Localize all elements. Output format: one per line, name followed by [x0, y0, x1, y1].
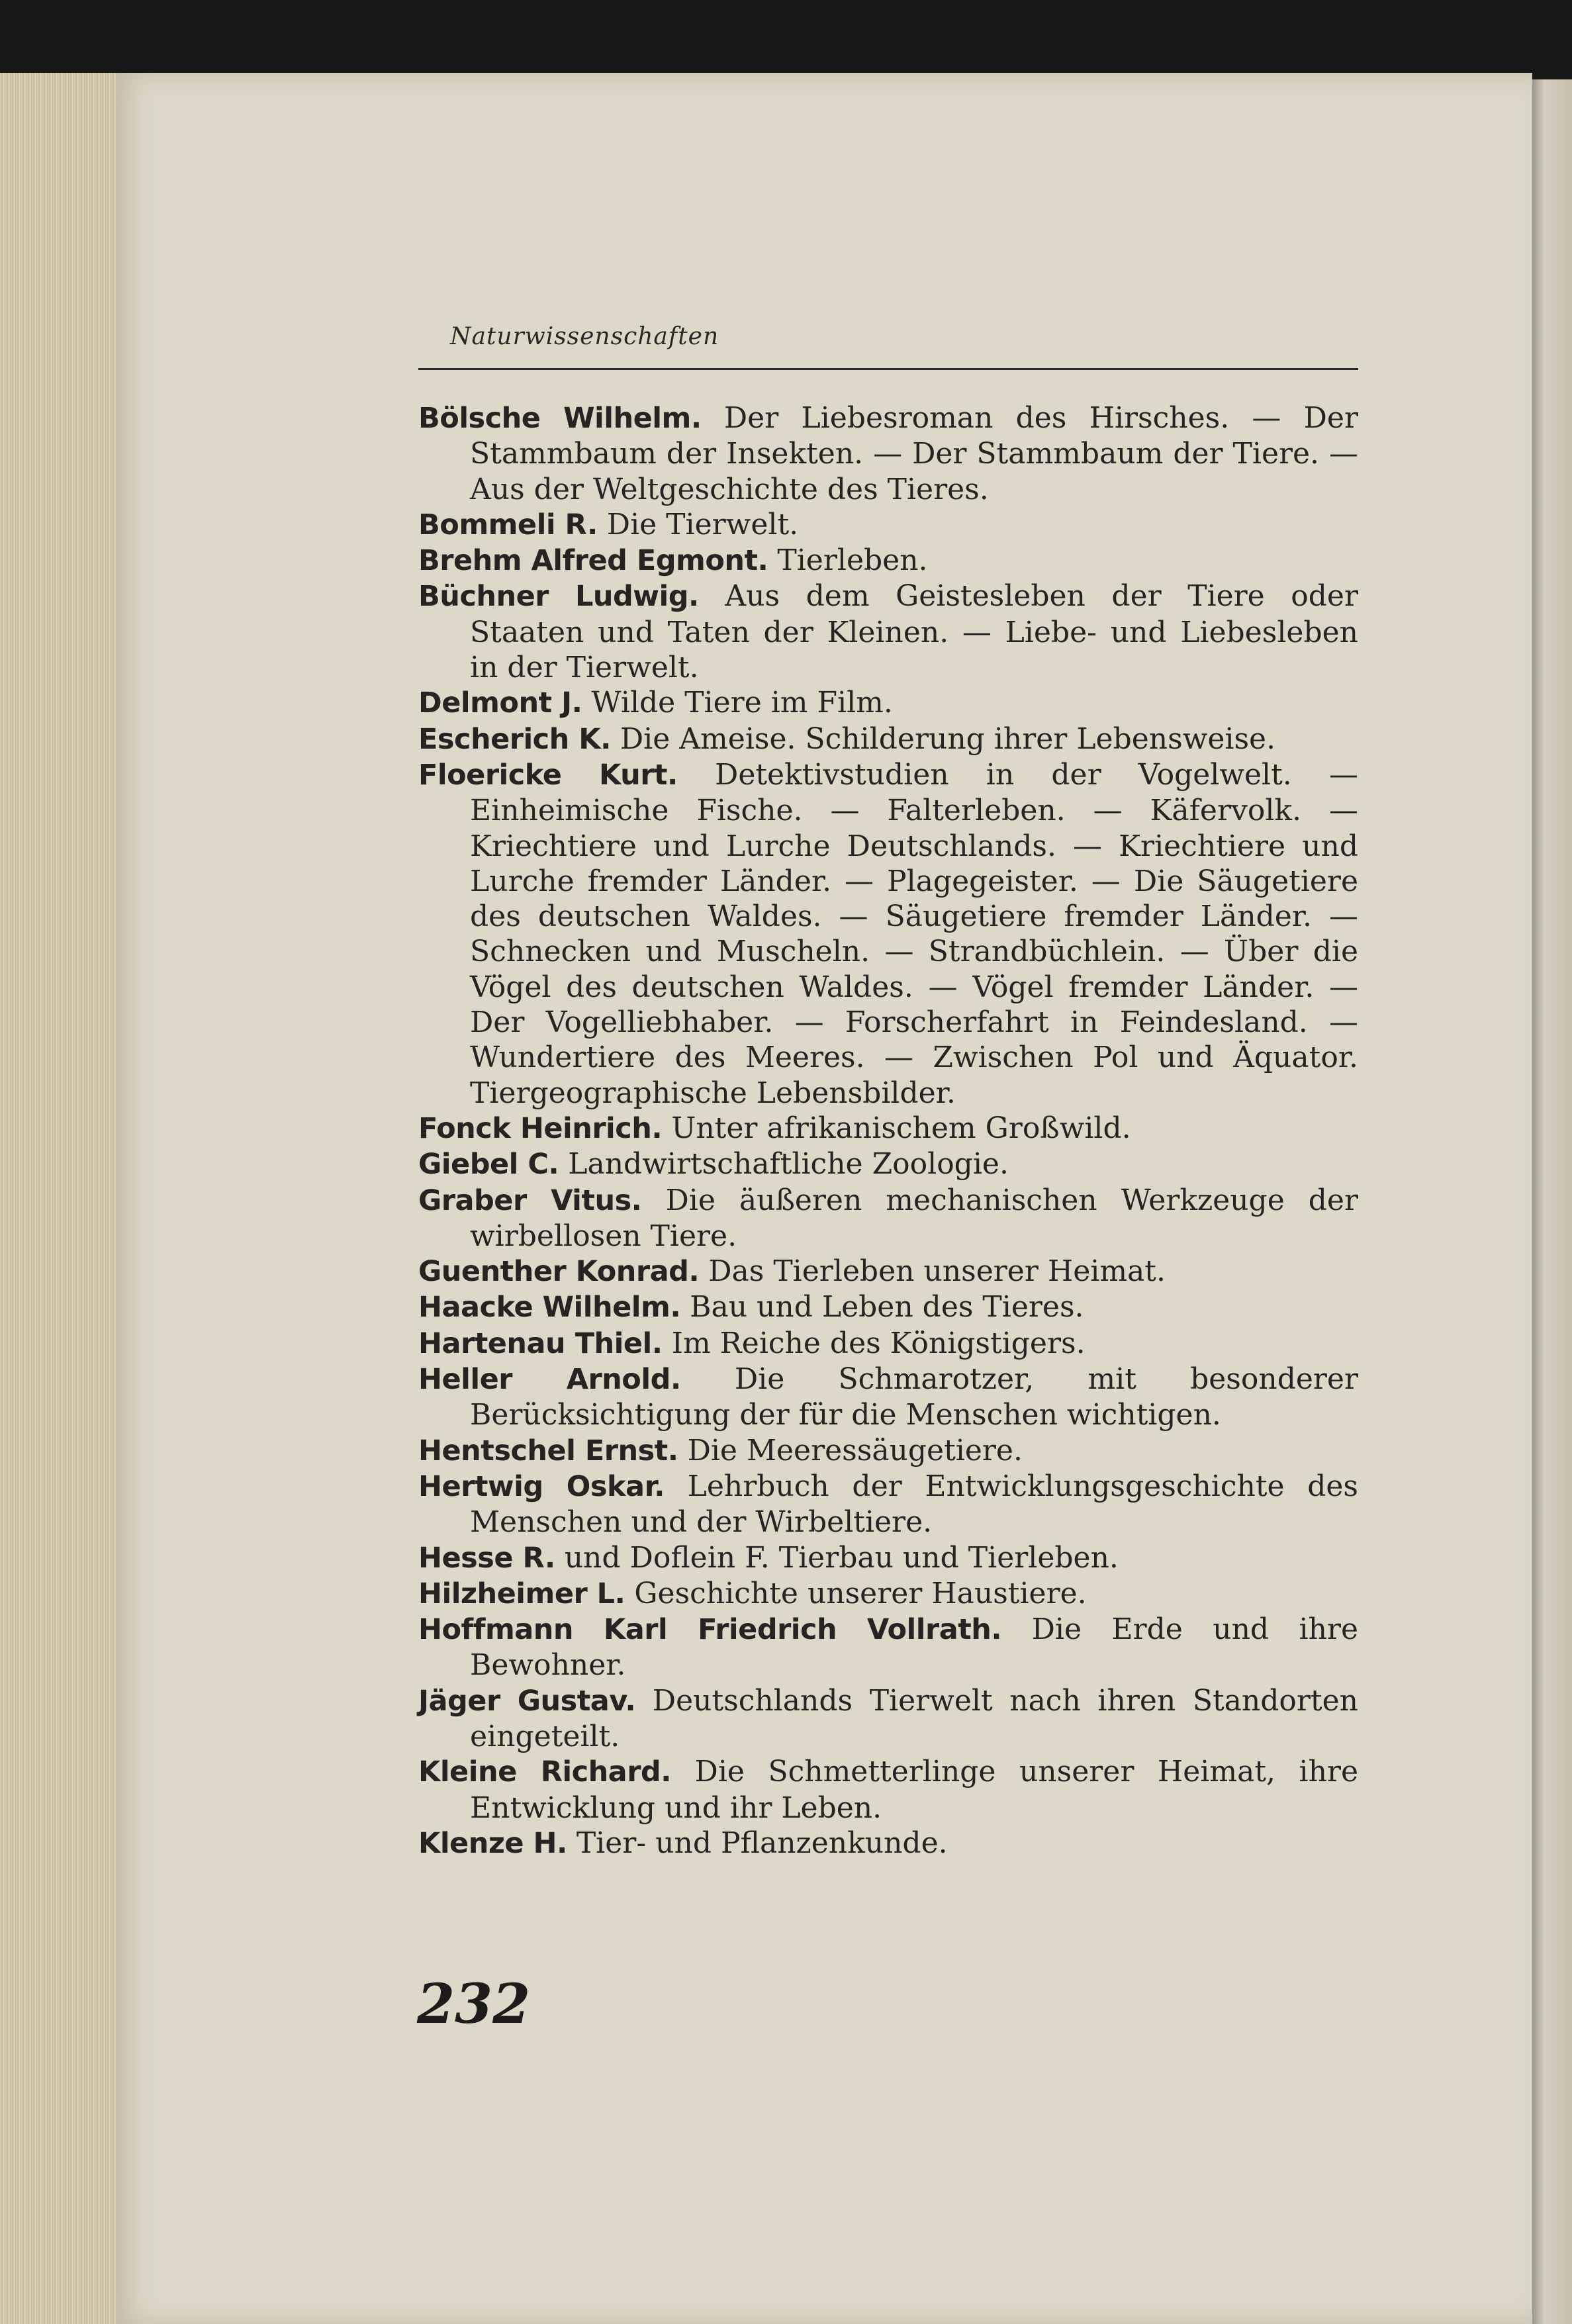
works-text: Das Tierleben unserer Heimat.: [708, 1254, 1166, 1289]
works-text: Deutschlands Tierwelt nach ihren Standorten eingeteilt.: [470, 1683, 1358, 1753]
list-item: [418, 721, 1358, 757]
works-text: Geschichte unserer Haustiere.: [634, 1576, 1087, 1610]
author-name: Fonck Heinrich.: [418, 1111, 663, 1145]
author-name: Hoffmann Karl Friedrich Vollrath.: [418, 1613, 1002, 1647]
works-text: Im Reiche des Königstigers.: [671, 1326, 1086, 1360]
author-name: Bölsche Wilhelm.: [418, 402, 702, 435]
author-name: Giebel C.: [418, 1148, 559, 1182]
list-item: [418, 1540, 1358, 1576]
works-text: Die Ameise. Schilderung ihrer Lebensweise.: [620, 721, 1276, 756]
author-name: Delmont J.: [418, 686, 582, 720]
list-item: [418, 685, 1358, 721]
list-item: [418, 1683, 1358, 1755]
author-name: Hilzheimer L.: [418, 1577, 625, 1610]
works-text: Der Liebesroman des Hirsches. — Der Stammbaum der Insekten. — Der Stammbaum der Tiere. — Aus der Weltgeschichte des Tieres.: [470, 401, 1358, 506]
works-text: Die äußeren mechanischen Werkzeuge der wirbellosen Tiere.: [470, 1183, 1358, 1253]
author-name: Heller Arnold.: [418, 1363, 681, 1397]
list-item: [418, 1289, 1358, 1325]
author-name: Brehm Alfred Egmont.: [418, 544, 768, 578]
list-item: [418, 757, 1358, 1111]
author-name: Büchner Ludwig.: [418, 580, 699, 614]
works-text: Detektivstudien in der Vogelwelt. — Einheimische Fische. — Falterleben. — Käfervolk. — Kriechtiere und Lurche Deutschlands. — Kriechtiere und Lurche fremder Länder. — Plagegeister. — Die Säugetiere des deutschen Waldes. — Säugetiere fremder Länder. — Schnecken und Muscheln. — Strandbüchlein. — Über die Vögel des deutschen Waldes. — Vögel fremder Länder. — Der Vogelliebhaber. — Forscherfahrt in Feindesland. — Wundertiere des Meeres. — Zwischen Pol und Äquator. Tiergeographische Lebensbilder.: [470, 757, 1358, 1110]
works-text: Landwirtschaftliche Zoologie.: [568, 1147, 1009, 1182]
author-name: Hartenau Thiel.: [418, 1326, 663, 1360]
book-page-edges: [0, 73, 132, 2324]
header-rule: [418, 368, 1358, 370]
list-item: [418, 1146, 1358, 1182]
list-item: [418, 400, 1358, 507]
author-name: Hesse R.: [418, 1541, 555, 1575]
works-text: Tier- und Pflanzenkunde.: [576, 1826, 948, 1860]
author-name: Haacke Wilhelm.: [418, 1291, 681, 1325]
list-item: [418, 1826, 1358, 1861]
list-item: [418, 1576, 1358, 1612]
author-name: Jäger Gustav.: [418, 1684, 636, 1718]
list-item: [418, 1362, 1358, 1433]
works-text: Die Schmarotzer, mit besonderer Berücksichtigung der für die Menschen wichtigen.: [470, 1362, 1358, 1432]
list-item: [418, 1469, 1358, 1540]
works-text: Die Schmetterlinge unserer Heimat, ihre Entwicklung und ihr Leben.: [470, 1755, 1358, 1825]
list-item: [418, 1433, 1358, 1469]
works-text: Lehrbuch der Entwicklungsgeschichte des Menschen und der Wirbeltiere.: [470, 1469, 1358, 1540]
list-item: [418, 1254, 1358, 1289]
author-name: Guenther Konrad.: [418, 1255, 700, 1289]
list-item: [418, 543, 1358, 579]
works-text: Bau und Leben des Tieres.: [690, 1290, 1084, 1325]
author-name: Graber Vitus.: [418, 1184, 642, 1217]
works-text: Die Meeressäugetiere.: [687, 1433, 1023, 1467]
list-item: [418, 1612, 1358, 1683]
author-name: Hertwig Oskar.: [418, 1469, 665, 1503]
author-name: Escherich K.: [418, 722, 611, 756]
works-text: Aus dem Geistesleben der Tiere oder Staaten und Taten der Kleinen. — Liebe- und Liebesleben in der Tierwelt.: [470, 579, 1358, 685]
works-text: Wilde Tiere im Film.: [591, 686, 893, 720]
works-text: Tierleben.: [777, 543, 928, 578]
list-item: [418, 579, 1358, 685]
author-name: Klenze H.: [418, 1826, 567, 1860]
author-name: Kleine Richard.: [418, 1755, 672, 1789]
works-text: Die Erde und ihre Bewohner.: [470, 1612, 1358, 1683]
list-item: [418, 507, 1358, 543]
bibliography-list: [418, 400, 1358, 1861]
facing-page-edge: [1532, 79, 1572, 2324]
list-item: [418, 1754, 1358, 1826]
list-item: [418, 1326, 1358, 1362]
list-item: [418, 1183, 1358, 1254]
page-number: 232: [417, 1973, 531, 2036]
author-name: Bommeli R.: [418, 508, 598, 541]
running-header: Naturwissenschaften: [450, 323, 719, 350]
works-text: und Doflein F. Tierbau und Tierleben.: [564, 1540, 1119, 1575]
list-item: [418, 1111, 1358, 1146]
author-name: Hentschel Ernst.: [418, 1434, 678, 1467]
author-name: Floericke Kurt.: [418, 758, 678, 792]
works-text: Unter afrikanischem Großwild.: [671, 1111, 1131, 1145]
works-text: Die Tierwelt.: [606, 507, 799, 541]
